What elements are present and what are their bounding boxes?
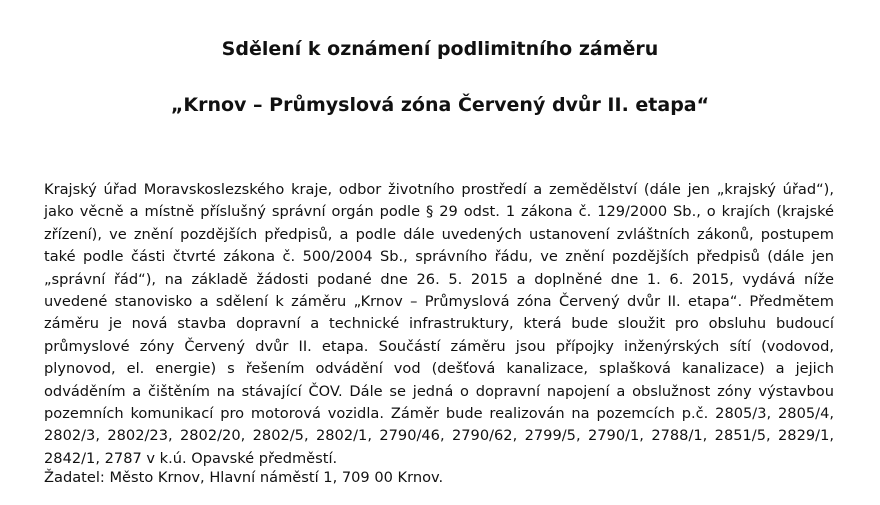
applicant-line: Žadatel: Město Krnov, Hlavní náměstí 1, 709 00 Krnov. (44, 469, 444, 486)
project-name-heading: „Krnov – Průmyslová zóna Červený dvůr II. etapa“ (170, 94, 710, 116)
document-title: Sdělení k oznámení podlimitního záměru (221, 38, 659, 60)
body-paragraph: Krajský úřad Moravskoslezského kraje, odbor životního prostředí a zemědělství (dále jen „krajský úřad“), jako věcně a místně příslušný správní orgán podle § 29 odst. 1 zákona č. 129/2000 Sb., o krajích (krajské zřízení), ve znění pozdějších předpisů, a podle dále uvedených ustanovení zvláštních zákonů, postupem také podle části čtvrté zákona č. 500/2004 Sb., správního řádu, ve znění pozdějších předpisů (dále jen „správní řád“), na základě žádosti podané dne 26. 5. 2015 a doplněné dne 1. 6. 2015, vydává níže uvedené stanovisko a sdělení k záměru „Krnov – Průmyslová zóna Červený dvůr II. etapa“. Předmětem záměru je nová stavba dopravní a technické infrastruktury, která bude sloužit pro obsluhu budoucí průmyslové zóny Červený dvůr II. etapa. Součástí záměru jsou přípojky inženýrských sítí (vodovod, plynovod, el. energie) s řešením odvádění vod (dešťová kanalizace, splašková kanalizace) a jejich odváděním a čištěním na stávající ČOV. Dále se jedná o dopravní napojení a obslužnost zóny výstavbou pozemních komunikací pro motorová vozidla. Záměr bude realizován na pozemcích p.č. 2805/3, 2805/4, 2802/3, 2802/23, 2802/20, 2802/5, 2802/1, 2790/46, 2790/62, 2799/5, 2790/1, 2788/1, 2851/5, 2829/1, 2842/1, 2787 v k.ú. Opavské předměstí. (44, 181, 834, 467)
